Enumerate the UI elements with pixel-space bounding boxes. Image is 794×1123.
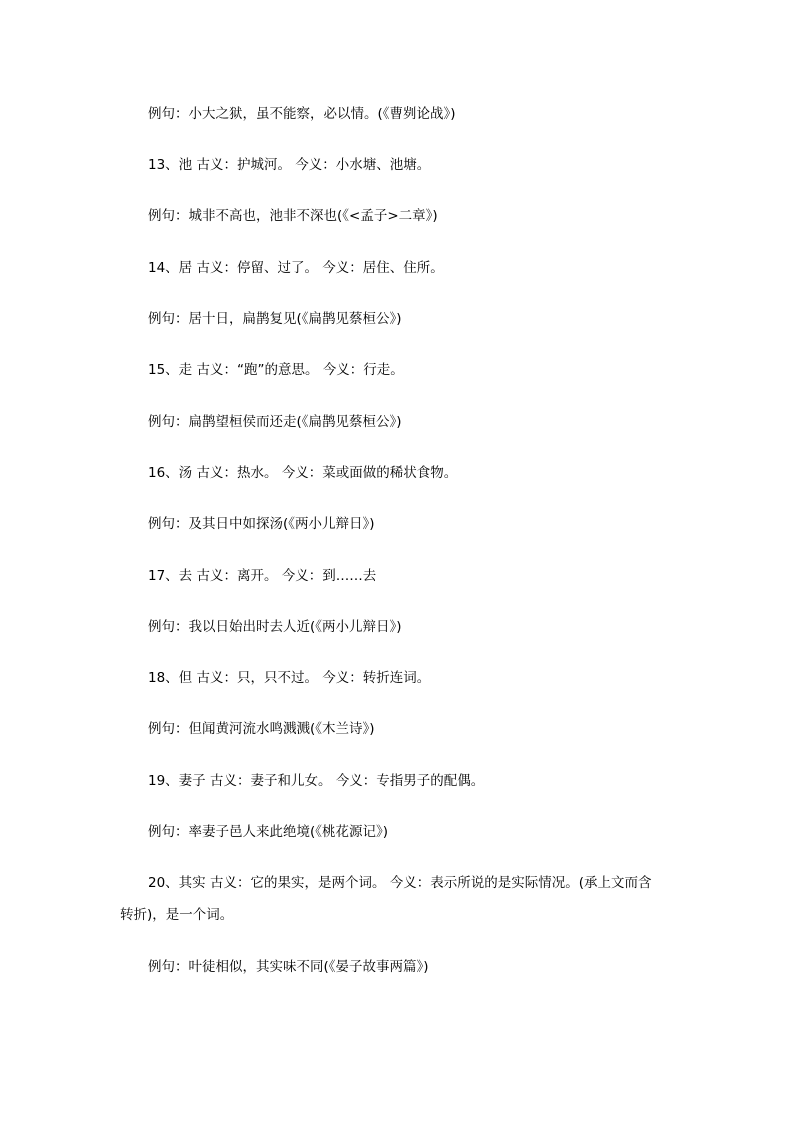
entry-14-ju: 14、居 古义：停留、过了。 今义：居住、住所。 bbox=[148, 260, 444, 276]
example-line-13: 例句：城非不高也，池非不深也(《<孟子>二章》) bbox=[148, 208, 438, 224]
entry-19-qizi: 19、妻子 古义：妻子和儿女。 今义：专指男子的配偶。 bbox=[148, 773, 485, 789]
example-line-14: 例句：居十日，扁鹊复见(《扁鹊见蔡桓公》) bbox=[148, 311, 402, 327]
example-line-12: 例句：小大之狱，虽不能察，必以情。(《曹刿论战》) bbox=[148, 106, 456, 122]
example-line-15: 例句：扁鹊望桓侯而还走(《扁鹊见蔡桓公》) bbox=[148, 414, 402, 430]
example-line-17: 例句：我以日始出时去人近(《两小儿辩日》) bbox=[148, 619, 402, 635]
entry-13-chi: 13、池 古义：护城河。 今义：小水塘、池塘。 bbox=[148, 157, 431, 173]
entry-20-qishi: 20、其实 古义：它的果实，是两个词。 今义：表示所说的是实际情况。(承上文而含 bbox=[148, 875, 652, 891]
entry-15-zou: 15、走 古义：“跑”的意思。 今义：行走。 bbox=[148, 362, 404, 378]
example-line-19: 例句：率妻子邑人来此绝境(《桃花源记》) bbox=[148, 824, 389, 840]
entry-17-qu: 17、去 古义：离开。 今义：到……去 bbox=[148, 568, 377, 584]
entry-20-qishi-continued: 转折)，是一个词。 bbox=[120, 907, 234, 923]
example-line-20: 例句：叶徒相似，其实味不同(《晏子故事两篇》) bbox=[148, 959, 429, 975]
example-line-18: 例句：但闻黄河流水鸣溅溅(《木兰诗》) bbox=[148, 721, 375, 737]
entry-16-tang: 16、汤 古义：热水。 今义：菜或面做的稀状食物。 bbox=[148, 465, 458, 481]
entry-18-dan: 18、但 古义：只，只不过。 今义：转折连词。 bbox=[148, 670, 431, 686]
example-line-16: 例句：及其日中如探汤(《两小儿辩日》) bbox=[148, 516, 375, 532]
